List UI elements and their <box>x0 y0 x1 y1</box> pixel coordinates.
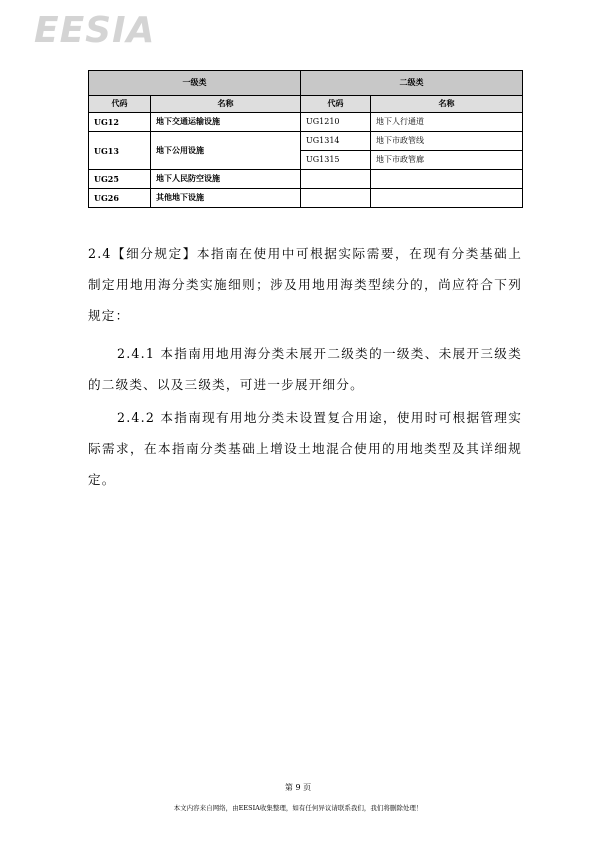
group-header-level2: 二级类 <box>301 71 523 96</box>
level2-name: 地下市政管廊 <box>371 151 523 170</box>
column-header-name1: 名称 <box>151 96 301 113</box>
level2-name <box>371 189 523 208</box>
level2-code: UG1314 <box>301 132 371 151</box>
table-row <box>89 132 523 151</box>
level2-code: UG1315 <box>301 151 371 170</box>
land-classification-table <box>88 70 523 208</box>
level2-code <box>301 189 371 208</box>
level2-code: UG1210 <box>301 113 371 132</box>
group-header-row <box>89 71 523 96</box>
level1-name: 地下公用设施 <box>151 132 301 170</box>
column-header-code1: 代码 <box>89 96 151 113</box>
paragraph-2-4-1: 2.4.1 本指南用地用海分类未展开二级类的一级类、未展开三级类的二级类、以及三级类，可进一步展开细分。 <box>88 346 522 392</box>
level2-code <box>301 170 371 189</box>
table-row <box>89 189 523 208</box>
group-header-level1: 一级类 <box>89 71 301 96</box>
table-row <box>89 113 523 132</box>
level1-name: 地下人民防空设施 <box>151 170 301 189</box>
level2-name <box>371 170 523 189</box>
level1-name: 其他地下设施 <box>151 189 301 208</box>
level1-code: UG26 <box>89 189 151 208</box>
page-number: 第 9 页 <box>284 783 312 792</box>
footer-disclaimer: 本文内容来自网络，由EESIA收集整理，如有任何异议请联系我们，我们将删除处理！ <box>173 804 423 812</box>
level1-name: 地下交通运输设施 <box>151 113 301 132</box>
paragraph-2-4-2: 2.4.2 本指南现有用地分类未设置复合用途，使用时可根据管理实际需求，在本指南分类基础上增设土地混合使用的用地类型及其详细规定。 <box>88 410 522 487</box>
column-header-name2: 名称 <box>371 96 523 113</box>
level1-code: UG12 <box>89 113 151 132</box>
level1-code: UG13 <box>89 132 151 170</box>
column-header-code2: 代码 <box>301 96 371 113</box>
level2-name: 地下市政管线 <box>371 132 523 151</box>
paragraph-2-4-subdivision-rules: 2.4【细分规定】本指南在使用中可根据实际需要，在现有分类基础上制定用地用海分类实施细则；涉及用地用海类型续分的，尚应符合下列规定： <box>88 246 522 323</box>
level1-code: UG25 <box>89 170 151 189</box>
eesia-logo: EESIA <box>34 10 156 51</box>
table-row <box>89 170 523 189</box>
column-header-row <box>89 96 523 113</box>
level2-name: 地下人行通道 <box>371 113 523 132</box>
